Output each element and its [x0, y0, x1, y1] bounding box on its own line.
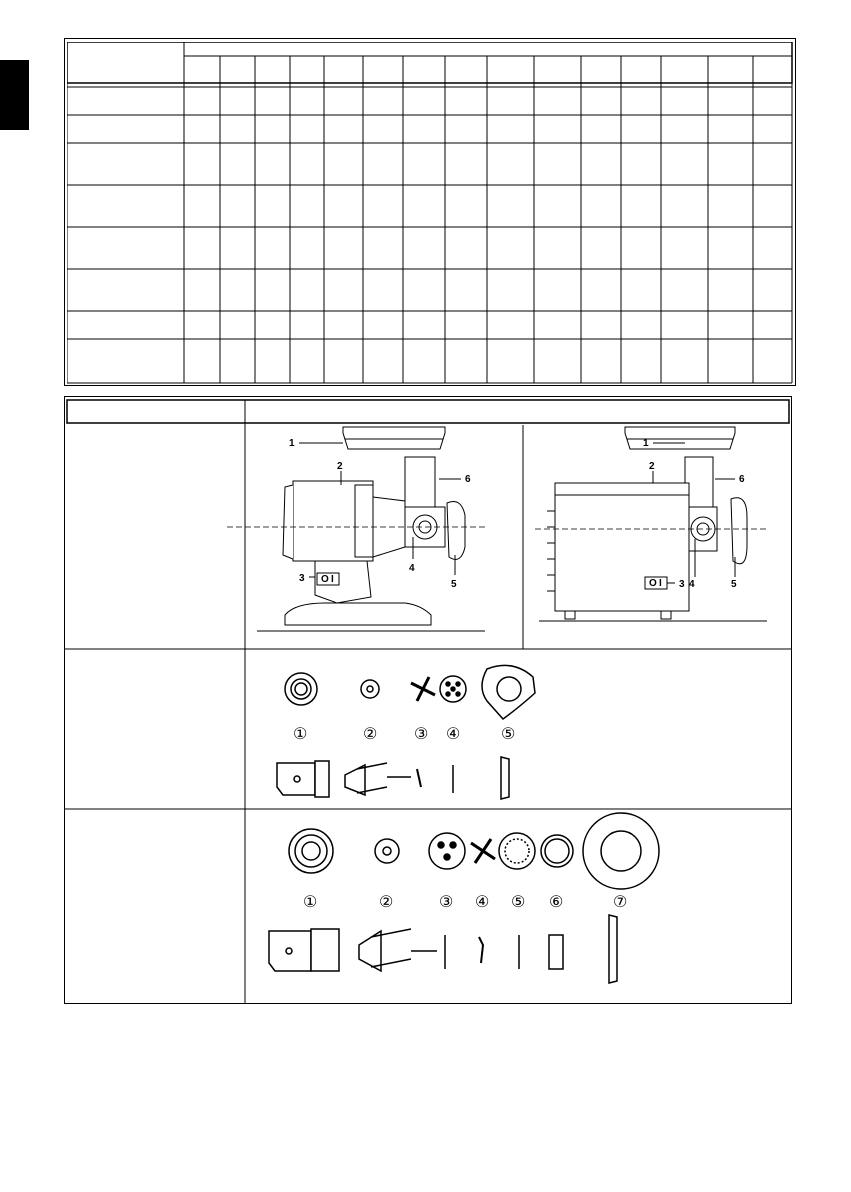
- mincer-head-icon: [285, 673, 317, 705]
- ring-nut-icon: [583, 813, 659, 889]
- plate-icon: [429, 833, 465, 869]
- parts-row-b: [269, 813, 659, 983]
- svg-text:④: ④: [475, 894, 490, 911]
- parts-row-a: [277, 665, 535, 799]
- machine-diagram-b: [535, 427, 767, 621]
- mincer-head-icon: [289, 829, 333, 873]
- svg-text:3: 3: [299, 573, 305, 584]
- svg-text:②: ②: [379, 894, 394, 911]
- auger-icon: [361, 680, 379, 698]
- parts-table: [64, 396, 792, 1004]
- svg-text:③: ③: [439, 894, 454, 911]
- svg-text:⑤: ⑤: [501, 726, 516, 743]
- svg-text:4: 4: [409, 563, 415, 574]
- svg-text:5: 5: [731, 579, 737, 590]
- svg-text:4: 4: [689, 579, 695, 590]
- machine-diagram-a: [227, 427, 485, 631]
- svg-text:②: ②: [363, 726, 378, 743]
- spec-header-row: [67, 42, 792, 83]
- blade-icon: [471, 839, 495, 863]
- svg-text:2: 2: [649, 461, 655, 472]
- blade-icon: [411, 677, 435, 701]
- svg-text:1: 1: [643, 438, 649, 449]
- svg-text:①: ①: [293, 726, 308, 743]
- auger-icon: [375, 839, 399, 863]
- svg-text:③: ③: [414, 726, 429, 743]
- spec-table-frame: [64, 38, 796, 386]
- svg-text:6: 6: [465, 474, 471, 485]
- svg-text:2: 2: [337, 461, 343, 472]
- section-tab-marker: [0, 60, 29, 130]
- svg-text:I: I: [659, 578, 662, 589]
- svg-text:6: 6: [739, 474, 745, 485]
- ring-nut-icon: [482, 665, 535, 719]
- svg-text:1: 1: [289, 438, 295, 449]
- spacer-ring-icon: [541, 835, 573, 867]
- svg-text:5: 5: [451, 579, 457, 590]
- svg-text:O: O: [321, 574, 329, 585]
- svg-text:⑥: ⑥: [549, 894, 564, 911]
- svg-text:I: I: [331, 574, 334, 585]
- svg-text:⑤: ⑤: [511, 894, 526, 911]
- svg-text:①: ①: [303, 894, 318, 911]
- plate-icon: [499, 833, 535, 869]
- plate-icon: [440, 676, 466, 702]
- svg-text:3: 3: [679, 579, 685, 590]
- svg-text:O: O: [649, 578, 657, 589]
- spec-table: [67, 42, 793, 384]
- svg-text:⑦: ⑦: [613, 894, 628, 911]
- parts-header-row: [67, 400, 789, 423]
- svg-text:④: ④: [446, 726, 461, 743]
